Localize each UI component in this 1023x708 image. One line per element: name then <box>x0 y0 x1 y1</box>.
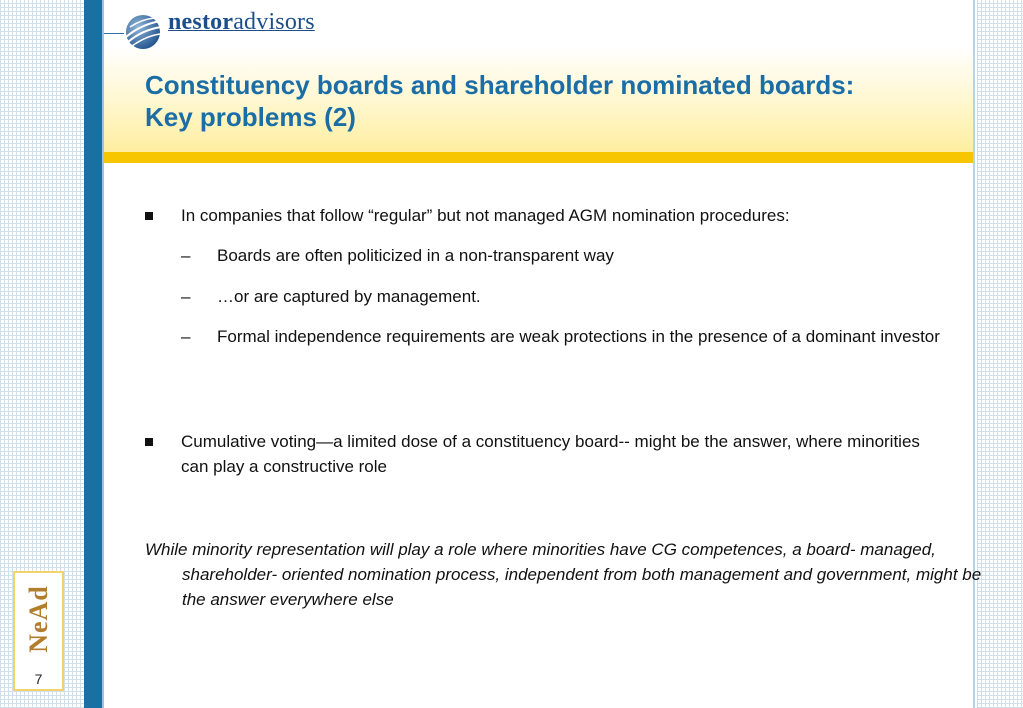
sub-bullet-item <box>181 243 951 268</box>
bullet-text: In companies that follow “regular” but not managed AGM nomination procedures: <box>181 206 790 225</box>
slide-title-line1: Constituency boards and shareholder nominated boards: <box>145 70 855 100</box>
sub-bullet-text: Formal independence requirements are weak protections in the presence of a dominant investor <box>217 327 940 346</box>
sub-bullet-item <box>181 324 951 349</box>
left-accent-bar <box>84 0 102 708</box>
header-divider <box>104 152 973 163</box>
dash-marker: – <box>181 287 191 306</box>
bullet-item <box>145 203 945 228</box>
logo-rule <box>104 33 124 34</box>
sub-bullet-text: …or are captured by management. <box>217 287 481 306</box>
sub-bullet-text: Boards are often politicized in a non-transparent way <box>217 246 614 265</box>
brand-badge <box>13 571 64 691</box>
logo-name-part1: nestor <box>168 9 234 35</box>
page-number: 7 <box>34 671 43 687</box>
slide-title-line2: Key problems (2) <box>145 102 356 132</box>
square-bullet-icon <box>145 438 153 446</box>
globe-swoosh-icon <box>122 13 164 51</box>
square-bullet-icon <box>145 212 153 220</box>
bullet-text: Cumulative voting—a limited dose of a constituency board-- might be the answer, where minorities can play a constructive role <box>181 432 920 476</box>
brand-mark: NeAd <box>23 585 53 653</box>
slide-title <box>145 69 965 133</box>
dash-marker: – <box>181 327 191 346</box>
company-logo-text <box>168 9 315 36</box>
logo-name-part2: advisors <box>233 9 315 35</box>
closing-statement: While minority representation will play a role where minorities have CG competences, a board- managed, shareholder- oriented nomination process, independent from both management and government, might be the answer everywhere else <box>145 540 982 609</box>
dash-marker: – <box>181 246 191 265</box>
bullet-item <box>145 429 945 479</box>
sub-bullet-item <box>181 284 951 309</box>
